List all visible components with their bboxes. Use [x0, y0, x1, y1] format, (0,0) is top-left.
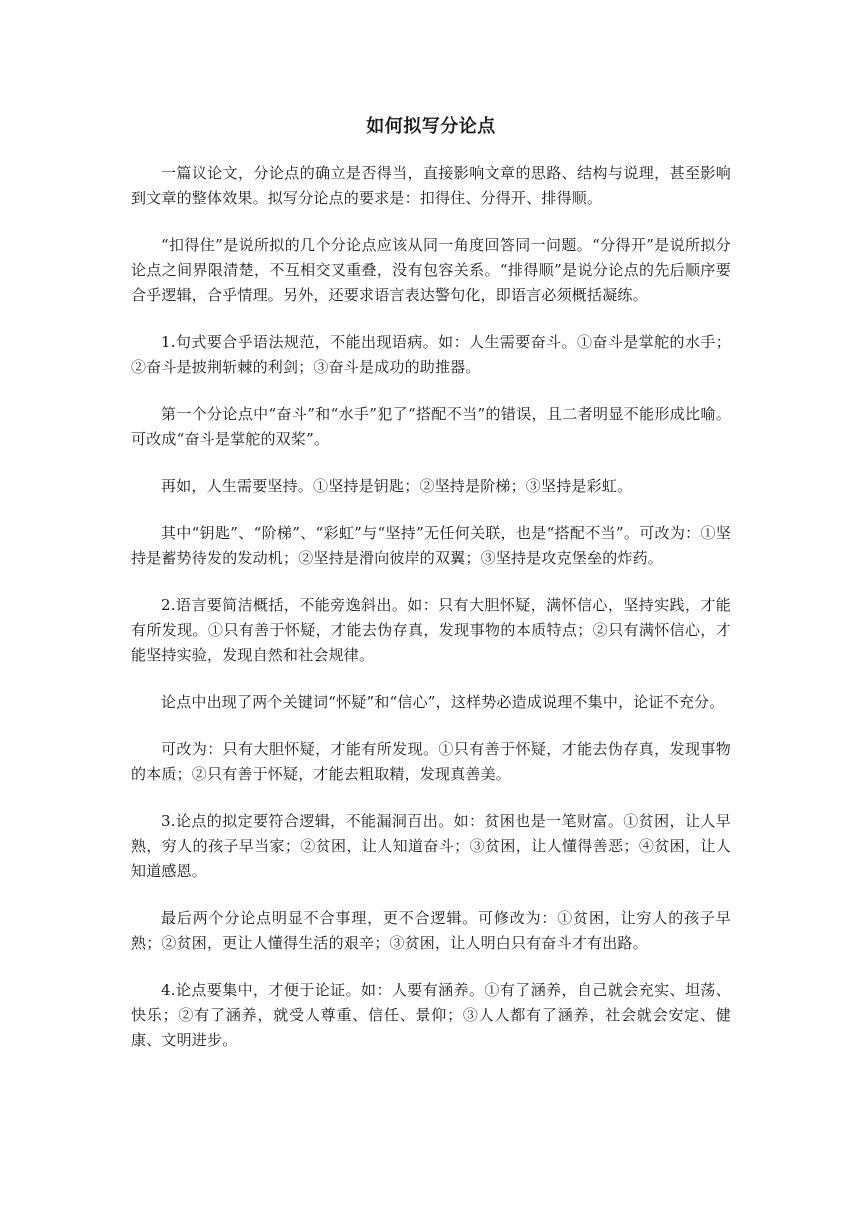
paragraph-rule-3: 3.论点的拟定要符合逻辑，不能漏洞百出。如：贫困也是一笔财富。①贫困，让人早熟，穷人的孩子早当家；②贫困，让人知道奋斗；③贫困，让人懂得善恶；④贫困，让人知道感恩。 — [131, 812, 731, 880]
paragraph-rule-3-revision: 最后两个分论点明显不合事理，更不合逻辑。可修改为：①贫困，让穷人的孩子早熟；②贫困，更让人懂得生活的艰辛；③贫困，让人明白只有奋斗才有出路。 — [131, 909, 731, 952]
document-page — [131, 113, 731, 1075]
paragraph-intro: 一篇议论文，分论点的确立是否得当，直接影响文章的思路、结构与说理，甚至影响到文章的整体效果。拟写分论点的要求是：扣得住、分得开、排得顺。 — [131, 164, 731, 207]
document-title: 如何拟写分论点 — [366, 116, 496, 137]
paragraph-definitions: “扣得住”是说所拟的几个分论点应该从同一角度回答同一问题。“分得开”是说所拟分论点之间界限清楚，不互相交叉重叠，没有包容关系。“排得顺”是说分论点的先后顺序要合乎逻辑，合乎情理。另外，还要求语言表达警句化，即语言必须概括凝练。 — [131, 236, 731, 304]
paragraph-rule-1-example-2: 再如，人生需要坚持。①坚持是钥匙；②坚持是阶梯；③坚持是彩虹。 — [161, 477, 633, 495]
paragraph-rule-4: 4.论点要集中，才便于论证。如：人要有涵养。①有了涵养，自己就会充实、坦荡、快乐；②有了涵养，就受人尊重、信任、景仰；③人人都有了涵养，社会就会安定、健康、文明进步。 — [131, 981, 731, 1049]
paragraph-rule-2: 2.语言要简洁概括，不能旁逸斜出。如：只有大胆怀疑，满怀信心，坚持实践，才能有所发现。①只有善于怀疑，才能去伪存真，发现事物的本质特点；②只有满怀信心，才能坚持实验，发现自然和社会规律。 — [131, 596, 731, 664]
paragraph-rule-1: 1.句式要合乎语法规范，不能出现语病。如：人生需要奋斗。①奋斗是掌舵的水手；②奋斗是披荆斩棘的利剑；③奋斗是成功的助推器。 — [131, 333, 731, 376]
paragraph-rule-2-analysis: 论点中出现了两个关键词“怀疑”和“信心”，这样势必造成说理不集中，论证不充分。 — [161, 693, 725, 711]
paragraph-rule-1-revision: 其中“钥匙”、“阶梯”、“彩虹”与“坚持”无任何关联，也是“搭配不当”。可改为：①坚持是蓄势待发的发动机；②坚持是滑向彼岸的双翼；③坚持是攻克堡垒的炸药。 — [131, 524, 731, 567]
paragraph-rule-2-revision: 可改为：只有大胆怀疑，才能有所发现。①只有善于怀疑，才能去伪存真，发现事物的本质；②只有善于怀疑，才能去粗取精，发现真善美。 — [131, 740, 731, 783]
paragraph-rule-1-analysis: 第一个分论点中“奋斗”和“水手”犯了“搭配不当”的错误，且二者明显不能形成比喻。可改成“奋斗是掌舵的双桨”。 — [131, 405, 731, 448]
